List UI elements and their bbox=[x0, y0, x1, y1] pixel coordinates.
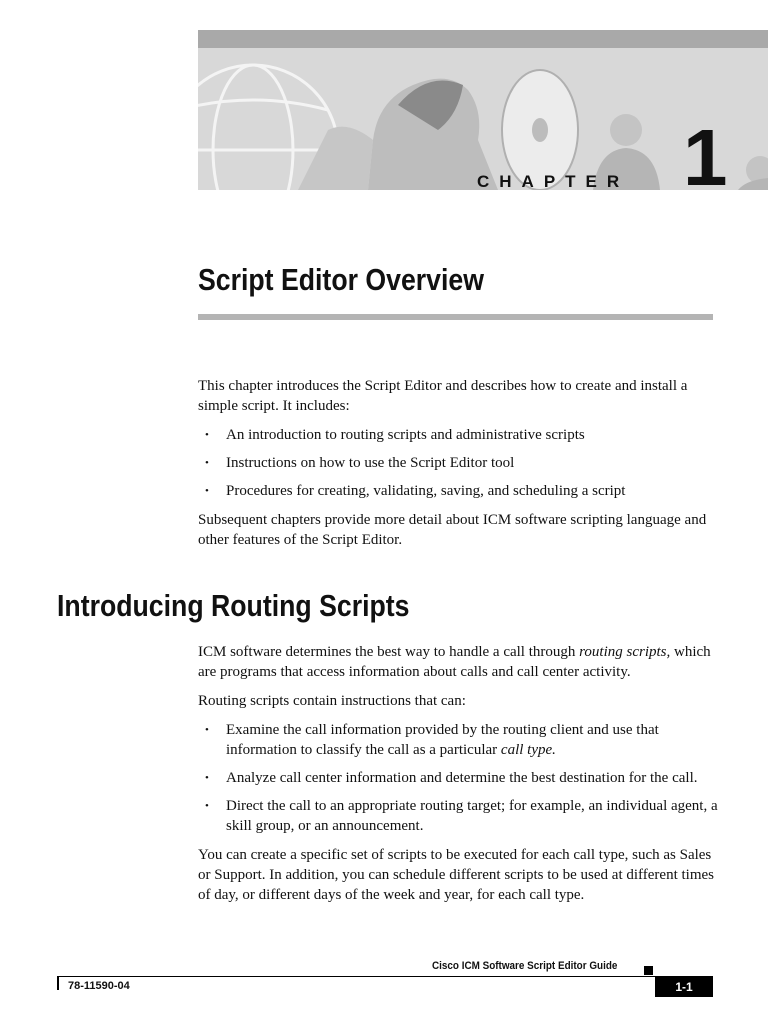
footer-marker bbox=[644, 966, 653, 975]
list-item: • Procedures for creating, validating, saving, and scheduling a script bbox=[205, 483, 626, 499]
list-item: • An introduction to routing scripts and administrative scripts bbox=[205, 427, 585, 443]
list-item: • Analyze call center information and determine the best destination for the call. bbox=[205, 770, 698, 786]
routing-scripts-paragraph: ICM software determines the best way to handle a call through routing scripts, which are programs that access information about calls and call center activity. bbox=[198, 644, 711, 680]
instructions-intro: Routing scripts contain instructions that can: bbox=[198, 693, 466, 709]
intro-paragraph: This chapter introduces the Script Editor and describes how to create and install a simple script. It includes: bbox=[198, 378, 688, 414]
chapter-label: CHAPTER bbox=[477, 172, 630, 191]
title-rule bbox=[198, 314, 713, 320]
list-item: • Direct the call to an appropriate routing target; for example, an individual agent, a skill group, or an announcement. bbox=[205, 798, 718, 834]
chapter-title: Script Editor Overview bbox=[198, 262, 484, 297]
list-item: • Examine the call information provided by the routing client and use that information to classify the call as a particular call type. bbox=[205, 722, 659, 758]
footer-tick bbox=[57, 977, 59, 990]
instructions-list bbox=[198, 720, 718, 836]
intro-block bbox=[198, 376, 718, 559]
intro-closing-paragraph: Subsequent chapters provide more detail about ICM software scripting language and other features of the Script Editor. bbox=[198, 512, 707, 548]
chapter-number: 1 bbox=[683, 113, 728, 202]
page-number: 1-1 bbox=[655, 977, 713, 997]
list-item: • Instructions on how to use the Script Editor tool bbox=[205, 455, 515, 471]
scheduling-paragraph: You can create a specific set of scripts to be executed for each call type, such as Sales or Support. In addition, you can schedule different scripts to be used at different times of day, or different days of the week and year, for each call type. bbox=[198, 847, 714, 903]
footer-guide-title: Cisco ICM Software Script Editor Guide bbox=[432, 960, 618, 972]
section-body bbox=[198, 642, 718, 914]
document-number: 78-11590-04 bbox=[68, 980, 130, 992]
section-heading: Introducing Routing Scripts bbox=[57, 588, 410, 623]
footer-rule bbox=[57, 976, 713, 977]
intro-bullet-list bbox=[198, 425, 718, 501]
